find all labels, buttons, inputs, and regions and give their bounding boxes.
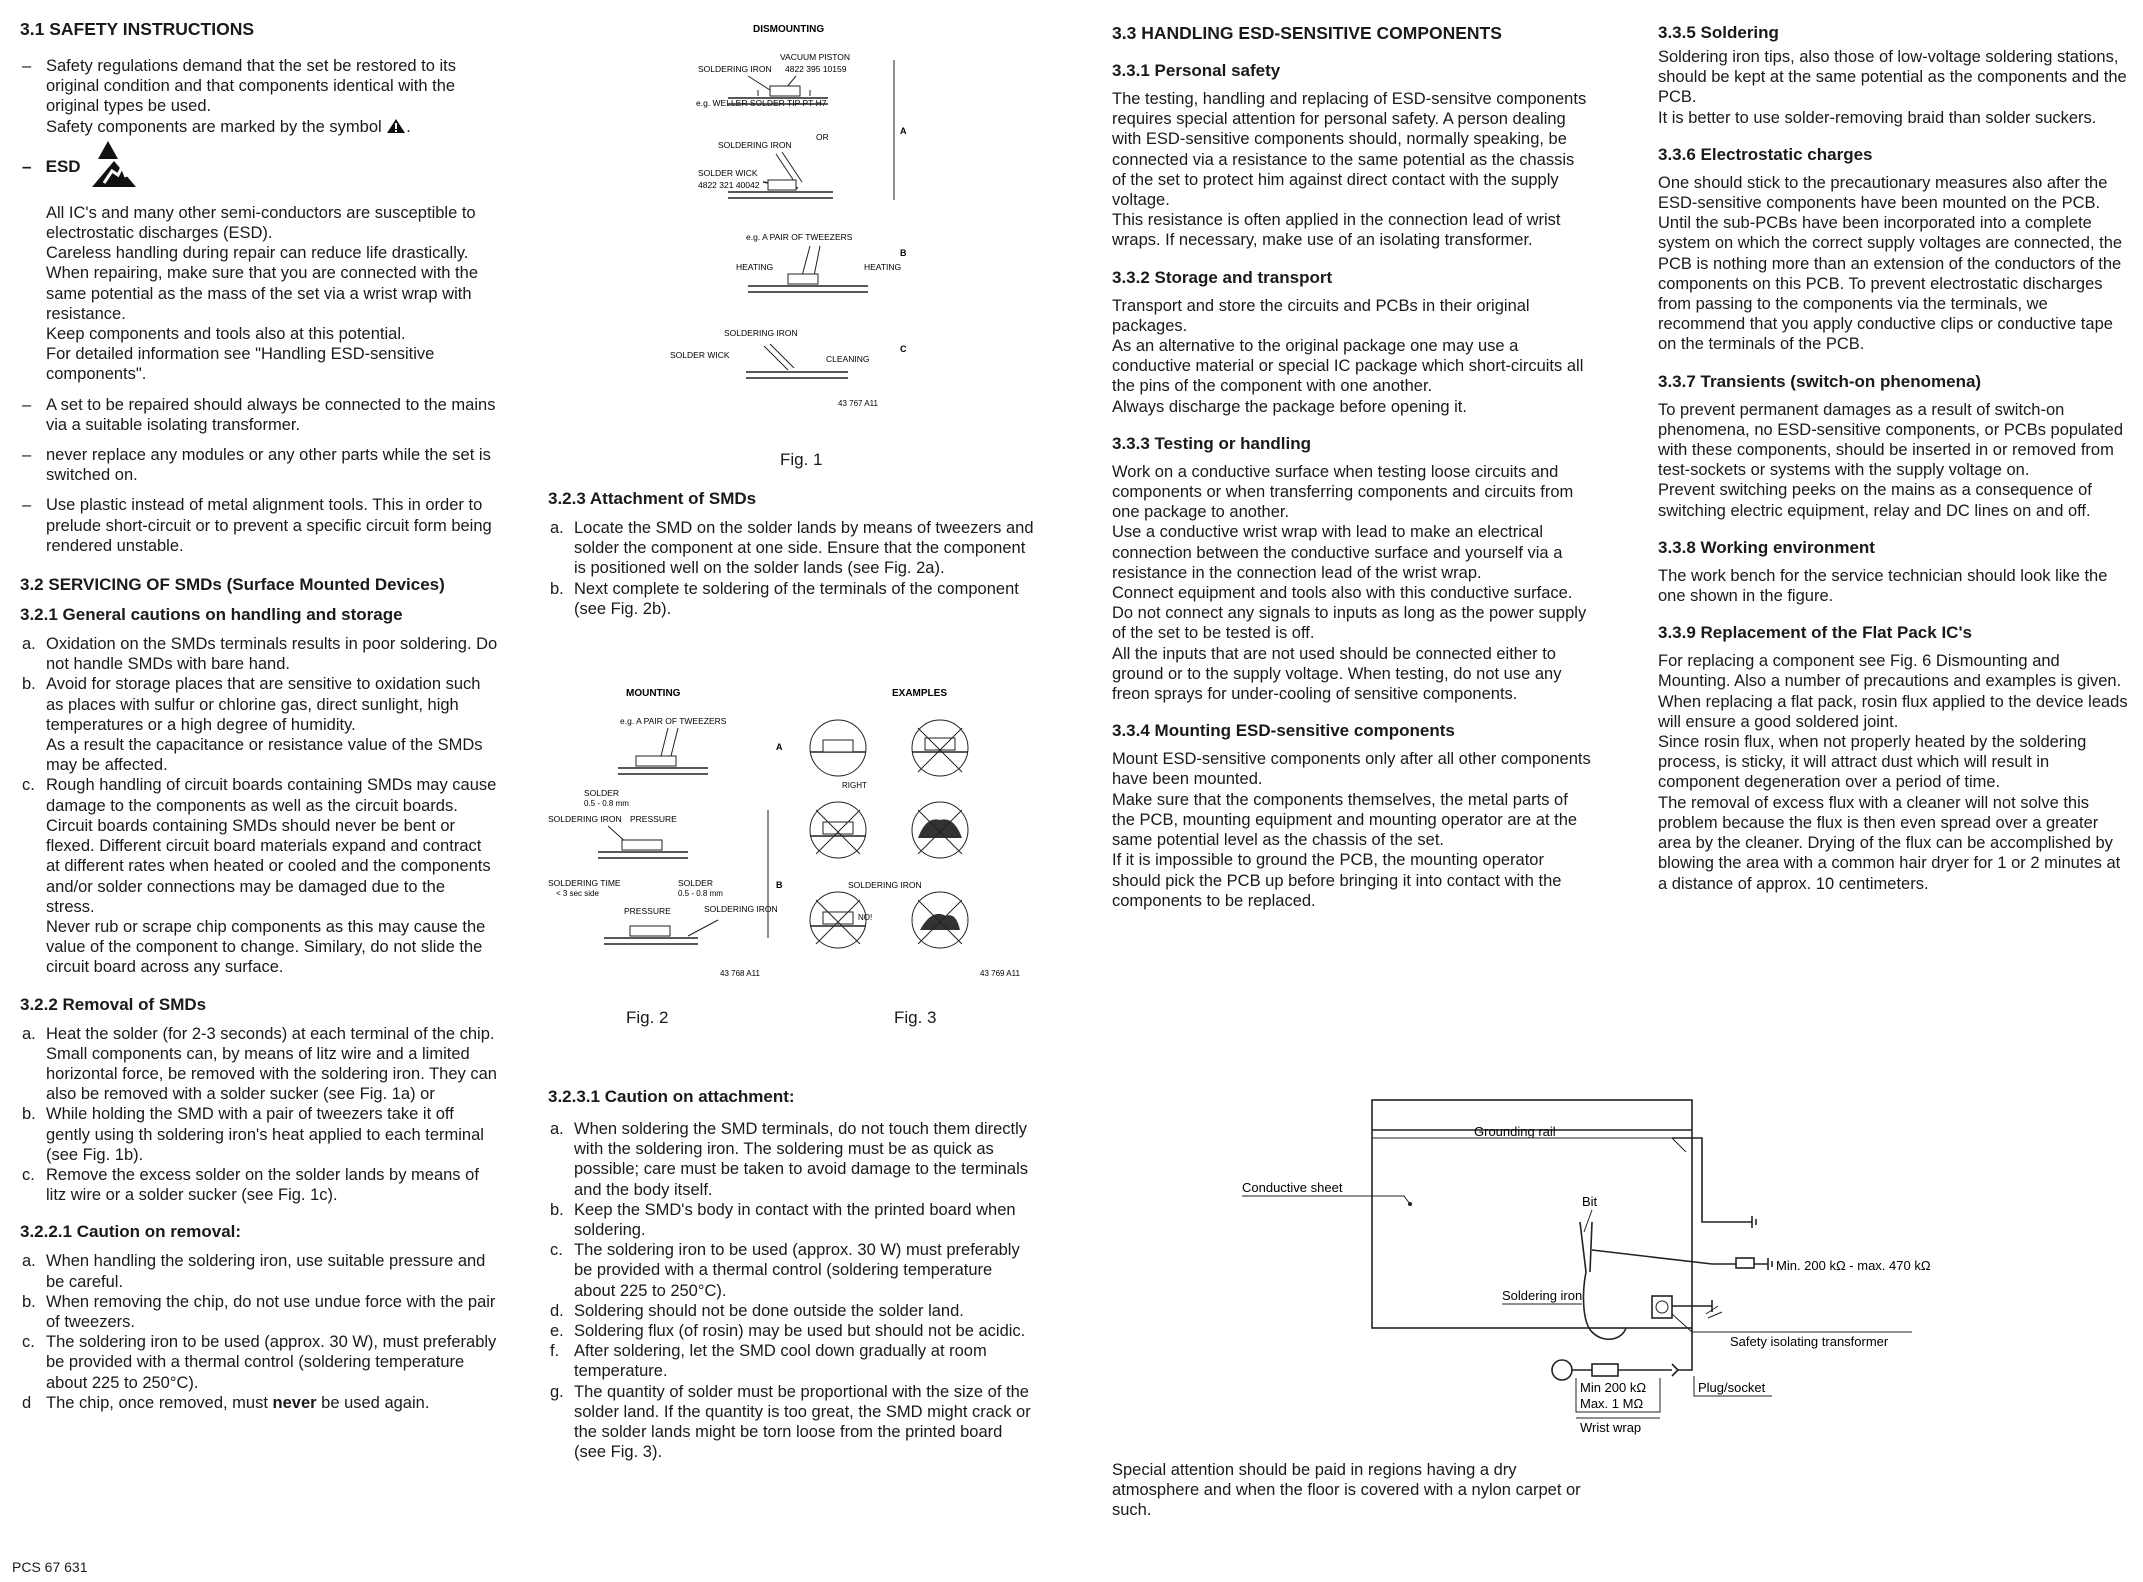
svg-text:EXAMPLES: EXAMPLES (892, 688, 948, 699)
svg-text:C: C (900, 344, 907, 354)
list-item: b. Avoid for storage places that are sensitive to oxidation such as places with sulfur or chlorine gas, direct sunlight, high temperatures or a high degree of humidity. As a result the capacitance or resistance value of the SMDs may be affected. (22, 675, 483, 775)
list-item: – Safety regulations demand that the set be restored to its original condition and that components identical with the original types be used. Safety components are marked by the symbol . (20, 56, 498, 137)
svg-text:SOLDERING IRON: SOLDERING IRON (718, 140, 792, 150)
svg-text:SOLDERING IRON: SOLDERING IRON (698, 64, 772, 74)
svg-text:HEATING: HEATING (736, 262, 774, 272)
svg-text:0.5 - 0.8 mm: 0.5 - 0.8 mm (584, 799, 629, 808)
list-item: e. Soldering flux (of rosin) may be used but should not be acidic. (550, 1322, 1026, 1341)
svg-text:SOLDER WICK: SOLDER WICK (670, 350, 730, 360)
list-item: a. When soldering the SMD terminals, do not touch them directly with the soldering iron. The soldering must be as quick as possible; care must be taken to avoid damage to the terminals and the body itself. (550, 1120, 1028, 1199)
list-item: g. The quantity of solder must be proportional with the size of the solder land. If the quantity is too great, the SMD might crack or the solder lands might be torn loose from the printed board (see Fig. 3). (550, 1382, 1031, 1462)
svg-text:MOUNTING: MOUNTING (626, 688, 681, 699)
svg-text:PRESSURE: PRESSURE (624, 906, 671, 916)
section-3-3-3-title: 3.3.3 Testing or handling (1112, 433, 1311, 453)
list-item: d. Soldering should not be done outside the solder land. (550, 1301, 964, 1320)
svg-text:SOLDERING IRON: SOLDERING IRON (548, 814, 622, 824)
section-3-2-3-1-title: 3.2.3.1 Caution on attachment: (548, 1087, 795, 1106)
safety-list (20, 56, 498, 137)
svg-text:4822 395 10159: 4822 395 10159 (785, 64, 847, 74)
svg-text:Plug/socket: Plug/socket (1698, 1380, 1766, 1395)
column-1 (20, 0, 498, 1413)
section-3-3-4-title: 3.3.4 Mounting ESD-sensitive components (1112, 721, 1455, 741)
svg-text:43 768 A11: 43 768 A11 (720, 969, 760, 978)
svg-text:43 767 A11: 43 767 A11 (838, 399, 878, 408)
list-item: a. Locate the SMD on the solder lands by means of tweezers and solder the component at one side. Ensure that the component is positioned well on the solder lands (see Fig. 2a). (550, 519, 1034, 578)
list-item: – never replace any modules or any other parts while the set is switched on. (20, 445, 498, 485)
svg-text:e.g. WELLER SOLDER TIP PT-H7: e.g. WELLER SOLDER TIP PT-H7 (696, 98, 827, 108)
svg-text:< 3 sec side: < 3 sec side (556, 889, 599, 898)
list-item: d The chip, once removed, must never be used again. (22, 1393, 430, 1412)
section-3-2-2-title: 3.2.2 Removal of SMDs (20, 994, 207, 1014)
list-item: – A set to be repaired should always be connected to the mains via a suitable isolating transformer. (20, 395, 498, 435)
svg-text:SOLDERING IRON: SOLDERING IRON (848, 880, 922, 890)
section-3-2-2-1-title: 3.2.2.1 Caution on removal: (20, 1222, 242, 1242)
figure-2-3-mounting-examples (548, 680, 1048, 990)
svg-text:B: B (900, 248, 907, 258)
svg-text:SOLDER: SOLDER (678, 878, 713, 888)
list-item: b. While holding the SMD with a pair of tweezers take it off gently using th soldering iron's heat applied to each terminal (see Fig. 1b). (22, 1105, 484, 1164)
svg-text:SOLDERING IRON: SOLDERING IRON (704, 904, 778, 914)
list-item: b. Next complete te soldering of the terminals of the component (see Fig. 2b). (550, 579, 1019, 618)
list-item: c. The soldering iron to be used (approx. 30 W), must preferably be provided with a thermal control (soldering temperature about 225 to 250°C). (22, 1333, 497, 1392)
list-item: a. When handling the soldering iron, use suitable pressure and be careful. (22, 1252, 486, 1291)
svg-text:Min. 200 kΩ - max. 470 kΩ: Min. 200 kΩ - max. 470 kΩ (1776, 1258, 1931, 1273)
svg-text:Bit: Bit (1582, 1194, 1598, 1209)
warning-triangle-icon (386, 118, 406, 134)
svg-text:Wrist wrap: Wrist wrap (1580, 1420, 1642, 1435)
svg-text:SOLDERING TIME: SOLDERING TIME (548, 878, 621, 888)
svg-text:PRESSURE: PRESSURE (630, 814, 677, 824)
svg-text:Soldering iron: Soldering iron (1502, 1288, 1583, 1303)
svg-text:OR: OR (816, 132, 829, 142)
document-code: PCS 67 631 (12, 1559, 88, 1575)
section-3-3-7-title: 3.3.7 Transients (switch-on phenomena) (1658, 371, 1982, 391)
figure-2-caption: Fig. 2 (626, 1008, 669, 1027)
svg-text:SOLDERING IRON: SOLDERING IRON (724, 328, 798, 338)
svg-text:43 769 A11: 43 769 A11 (980, 969, 1020, 978)
svg-text:CLEANING: CLEANING (826, 354, 870, 364)
list-item: – Use plastic instead of metal alignment tools. This in order to prelude short-circuit or to prevent a specific circuit form being rendered unstable. (20, 495, 498, 556)
list-item: a. Heat the solder (for 2-3 seconds) at each terminal of the chip. Small components can, by means of litz wire and a limited horizontal force, be removed with the soldering iron. They can also be removed with a solder sucker (see Fig. 1a) or (22, 1024, 497, 1104)
section-3-3-6-title: 3.3.6 Electrostatic charges (1658, 144, 1873, 164)
section-3-2-3 (548, 488, 1038, 619)
section-3-1-title: 3.1 SAFETY INSTRUCTIONS (20, 19, 255, 39)
svg-text:HEATING: HEATING (864, 262, 902, 272)
fig1-title: DISMOUNTING (753, 24, 825, 35)
section-3-3-9-title: 3.3.9 Replacement of the Flat Pack IC's (1658, 623, 1972, 643)
esd-paragraphs: All IC's and many other semi-conductors are susceptible to electrostatic discharges (ESD). Careless handling during repair can reduce life drastically. When repairing, make sure that you are connected with the same potential as the mass of the set via a wrist wrap with resistance. Keep components and tools also at this potential. For detailed information see "Handling ESD-sensitive components". (46, 203, 478, 384)
list-item: a. Oxidation on the SMDs terminals results in poor soldering. Do not handle SMDs with bare hand. (22, 635, 498, 674)
svg-text:VACUUM PISTON: VACUUM PISTON (780, 52, 851, 62)
section-3-3-8-title: 3.3.8 Working environment (1658, 537, 1875, 557)
svg-text:Max. 1 MΩ: Max. 1 MΩ (1580, 1396, 1644, 1411)
svg-text:NO!: NO! (858, 913, 873, 922)
svg-text:e.g. A PAIR OF TWEEZERS: e.g. A PAIR OF TWEEZERS (746, 232, 853, 242)
svg-text:e.g. A PAIR OF TWEEZERS: e.g. A PAIR OF TWEEZERS (620, 716, 727, 726)
svg-text:Conductive sheet: Conductive sheet (1242, 1180, 1343, 1195)
figure-1-dismounting (548, 20, 1048, 440)
svg-text:Grounding rail: Grounding rail (1474, 1124, 1556, 1139)
section-3-2-3-title: 3.2.3 Attachment of SMDs (548, 489, 757, 508)
section-3-2-3-1 (548, 1086, 1038, 1462)
section-3-3-1-title: 3.3.1 Personal safety (1112, 61, 1281, 80)
column-3: 3.3 HANDLING ESD-SENSITIVE COMPONENTS 3.3.1 Personal safety The testing, handling and replacing of ESD-sensitve components requires special attention for personal safety. A person dealing with ESD-sensitive components should, normally speaking, be connected via a resistance to the same potential as the chassis of the set to protect him against direct contact with the supply voltage. This resistance is often applied in the connection lead of wrist wraps. If necessary, make use of an isolating transformer. 3.3.2 Storage and transport Transport and store the circuits and PCBs in their original packages. As an alternative to the original package one may use a conductive material or special IC package which short-circuits all the pins of the component with one another. Always discharge the package before opening it. 3.3.3 Testing or handling Work on a conductive surface when testing loose circuits and components or when transferring components and circuits from one package to another. Use a conductive wrist wrap with lead to make an electrical connection between the conductive surface and yourself via a resistance in the connection lead of the wrist wrap. Connect equipment and tools also with this conductive surface. Do not connect any signals to inputs as long as the power supply of the set to be tested is off. All the inputs that are not used should be connected either to ground or to the supply voltage. When testing, do not use any freon sprays for under-cooling of sensitive components. 3.3.4 Mounting ESD-sensitive components Mount ESD-sensitive components only after all other components have been mounted. Make sure that the components themselves, the metal parts of the PCB, mounting equipment and mounting operator are at the same potential level as the chassis of the set. If it is impossible to ground the PCB, the mounting operator should pick the PCB up before bringing it into contact with the components to be replaced. Grounding rail Conductive sheet Bit Soldering iron Min. 200 kΩ - max. 470 kΩ Safety isolating transformer Min 200 kΩ Max. 1 MΩ Plug/socket Wrist wrap Special attention should be paid in regions having a dry atmosphere and when the floor is covered with a nylon carpet or such. (1112, 23, 1931, 1520)
list-item: c. Rough handling of circuit boards containing SMDs may cause damage to the components as well as the circuit boards. Circuit boards containing SMDs should never be bent or flexed. Different circuit board materials expand and contract at different rates when heated or cooled and the components and/or solder connections may be damaged due to the stress. Never rub or scrape chip components as this may cause the value of the component to change. Similary, do not slide the circuit board across any surface. (22, 776, 497, 977)
section-3-2-1-title: 3.2.1 General cautions on handling and storage (20, 605, 403, 625)
svg-text:Safety isolating transformer: Safety isolating transformer (1730, 1334, 1889, 1349)
list-item: c. The soldering iron to be used (approx. 30 W) must preferably be provided with a thermal control (soldering temperature about 225 to 250°C). (550, 1241, 1020, 1300)
section-3-3-5-title: 3.3.5 Soldering (1658, 23, 1779, 42)
svg-text:A: A (776, 742, 783, 752)
svg-text:SOLDER: SOLDER (584, 788, 619, 798)
esd-hand-icon (86, 137, 146, 189)
svg-text:B: B (776, 880, 783, 890)
svg-text:SOLDER WICK: SOLDER WICK (698, 168, 758, 178)
svg-text:Min 200 kΩ: Min 200 kΩ (1580, 1380, 1647, 1395)
section-3-3-2-title: 3.3.2 Storage and transport (1112, 267, 1333, 287)
esd-heading: – ESD (20, 145, 498, 195)
section-3-3-title: 3.3 HANDLING ESD-SENSITIVE COMPONENTS (1112, 23, 1502, 43)
list-item: b. Keep the SMD's body in contact with the printed board when soldering. (550, 1200, 1016, 1240)
svg-text:RIGHT: RIGHT (842, 781, 867, 790)
svg-text:A: A (900, 126, 907, 136)
list-item: b. When removing the chip, do not use undue force with the pair of tweezers. (22, 1292, 496, 1331)
workbench-diagram (1112, 1092, 1931, 1435)
column-4: 3.3.5 Soldering Soldering iron tips, also those of low-voltage soldering stations, should be kept at the same potential as the components and the PCB. It is better to use solder-removing braid than solder suckers. 3.3.6 Electrostatic charges One should stick to the precautionary measures also after the ESD-sensitive components have been mounted on the PCB. Until the sub-PCBs have been incorporated into a complete system on which the correct supply voltages are connected, the PCB is nothing more than an extension of the conductors of the components on this PCB. To prevent electrostatic discharges from passing to the components via the terminals, we recommend that you apply conductive clips or conductive tape on the terminals of the PCB. 3.3.7 Transients (switch-on phenomena) To prevent permanent damages as a result of switch-on phenomena, no ESD-sensitive components, or PCBs populated with these components, should be inserted in or removed from test-sockets or systems with the supply voltage on. Prevent switching peeks on the mains as a consequence of switching electric equipment, relay and DC lines on and off. 3.3.8 Working environment The work bench for the service technician should look like the one shown in the figure. 3.3.9 Replacement of the Flat Pack IC's For replacing a component see Fig. 6 Dismounting and Mounting. Also a number of precautions and examples is given. When replacing a flat pack, rosin flux applied to the device leads will ensure a good soldered joint. Since rosin flux, when not properly heated by the soldering process, is sticky, it will attract dust which will result in component degeneration over a period of time. The removal of excess flux with a cleaner will not solve this problem because the flux is then even spread over a greater area by the cleaner. Drying of the flux can be accomplished by blowing the area with a common hair dryer for 1 or 2 minutes at a distance of approx. 10 centimeters. (1658, 23, 2128, 893)
figure-1-caption: Fig. 1 (780, 450, 823, 469)
section-3-2-title: 3.2 SERVICING OF SMDs (Surface Mounted Devices) (20, 575, 445, 595)
list-item: f. After soldering, let the SMD cool down gradually at room temperature. (550, 1342, 987, 1381)
bottom-note: Special attention should be paid in regions having a dry atmosphere and when the floor is covered with a nylon carpet or such. (1112, 1461, 1581, 1520)
list-item: c. Remove the excess solder on the solder lands by means of litz wire or a solder sucker (see Fig. 1c). (22, 1165, 479, 1205)
figure-3-caption: Fig. 3 (894, 1008, 937, 1027)
svg-text:4822 321 40042: 4822 321 40042 (698, 180, 760, 190)
svg-text:0.5 - 0.8 mm: 0.5 - 0.8 mm (678, 889, 723, 898)
